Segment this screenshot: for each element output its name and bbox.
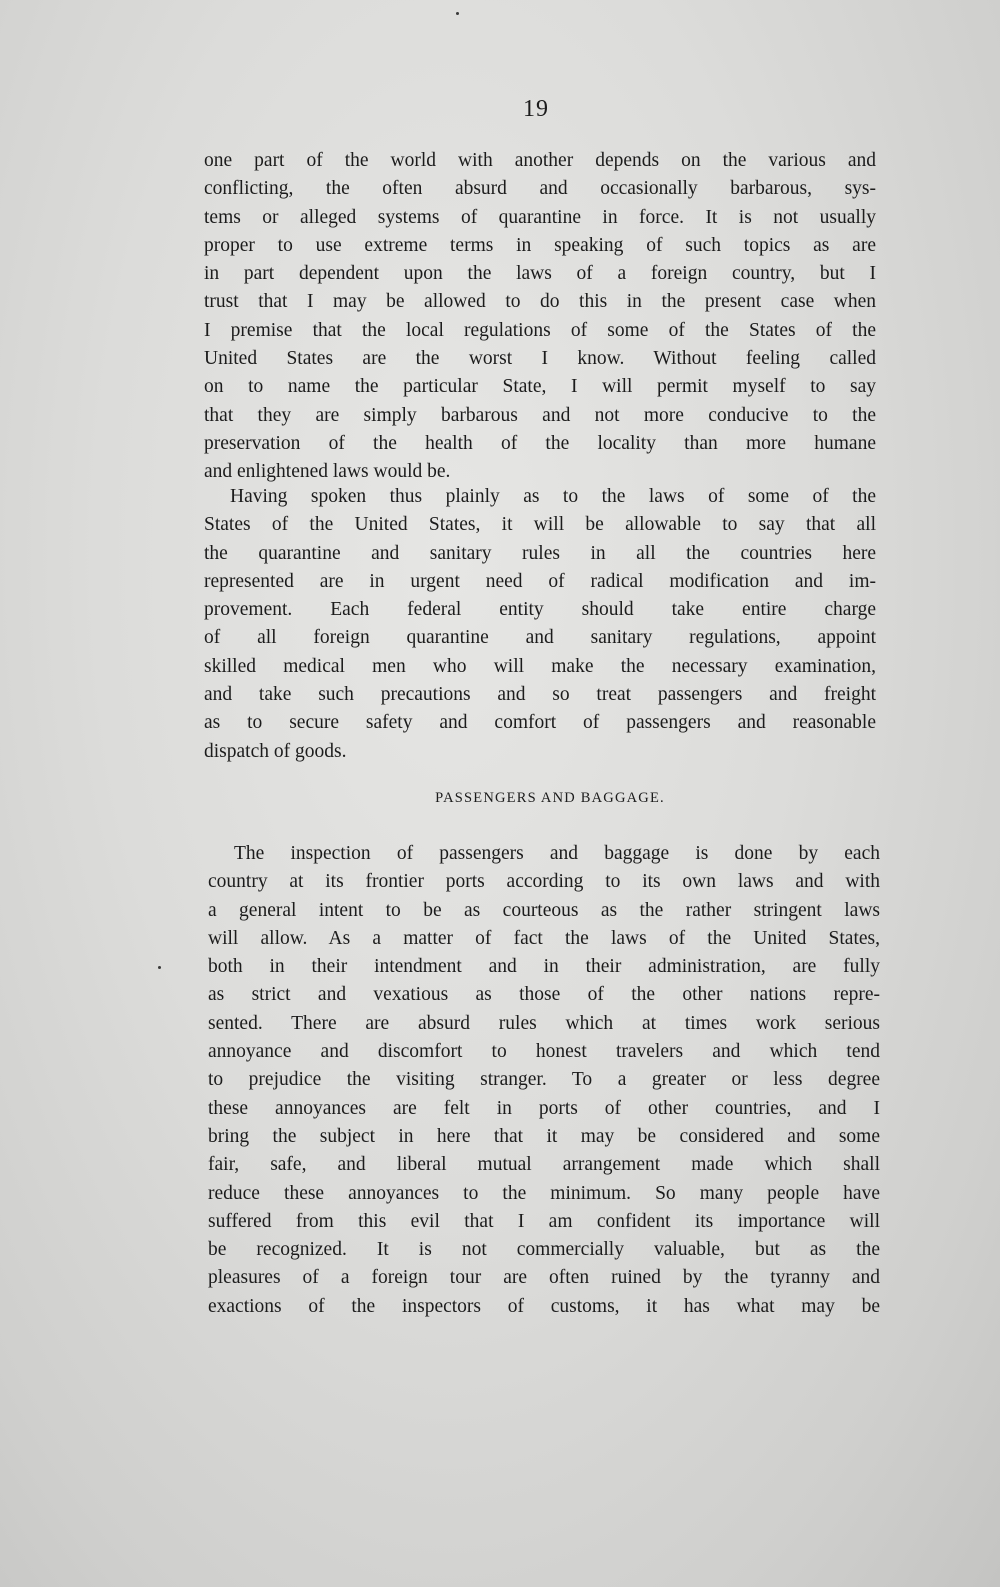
text-line: I premise that the local regulations of some of the States of the [204,319,876,341]
text-line: provement. Each federal entity should take entire charge [204,599,876,621]
text-line: bring the subject in here that it may be considered and some [208,1125,880,1147]
text-line: tems or alleged systems of quarantine in force. It is not usually [204,206,876,228]
text-line: suffered from this evil that I am confident its importance will [208,1210,880,1232]
page-number: 19 [523,96,549,122]
text-line: and enlightened laws would be. [204,461,451,483]
text-line: conflicting, the often absurd and occasionally barbarous, sys- [204,178,876,200]
text-line: skilled medical men who will make the necessary examination, [204,655,876,677]
text-line: annoyance and discomfort to honest travelers and which tend [208,1041,880,1063]
paragraph-1 [204,147,876,487]
text-line: preservation of the health of the locality than more humane [204,432,876,454]
paragraph-3 [208,840,880,1321]
text-line: in part dependent upon the laws of a foreign country, but I [204,263,876,285]
text-line: the quarantine and sanitary rules in all the countries here [204,542,876,564]
text-line: as to secure safety and comfort of passengers and reasonable [204,712,876,734]
text-line: States of the United States, it will be allowable to say that all [204,514,876,536]
text-line: and take such precautions and so treat passengers and freight [204,684,876,706]
paragraph-2 [204,483,876,766]
text-line: exactions of the inspectors of customs, it has what may be [208,1295,880,1317]
text-line: as strict and vexatious as those of the other nations repre- [208,984,880,1006]
text-line: fair, safe, and liberal mutual arrangement made which shall [208,1154,880,1176]
text-line: Having spoken thus plainly as to the laws of some of the [230,486,876,507]
text-line: dispatch of goods. [204,740,347,762]
text-line: will allow. As a matter of fact the laws of the United States, [208,927,880,949]
text-line: of all foreign quarantine and sanitary regulations, appoint [204,627,876,649]
text-line: one part of the world with another depends on the various and [204,150,876,171]
text-line: pleasures of a foreign tour are often ruined by the tyranny and [208,1267,880,1289]
text-line: reduce these annoyances to the minimum. So many people have [208,1182,880,1204]
text-line: be recognized. It is not commercially valuable, but as the [208,1239,880,1261]
text-line: on to name the particular State, I will permit myself to say [204,376,876,398]
text-line: country at its frontier ports according to its own laws and with [208,871,880,893]
text-line: to prejudice the visiting stranger. To a greater or less degree [208,1069,880,1091]
text-line: a general intent to be as courteous as the rather stringent laws [208,899,880,921]
text-line: both in their intendment and in their administration, are fully [208,956,880,978]
ink-speck [456,12,459,15]
section-heading: PASSENGERS AND BAGGAGE. [435,790,665,806]
text-line: sented. There are absurd rules which at times work serious [208,1012,880,1034]
text-line: represented are in urgent need of radical modification and im- [204,570,876,592]
ink-speck [158,966,161,969]
text-line: these annoyances are felt in ports of other countries, and I [208,1097,880,1119]
text-line: that they are simply barbarous and not more conducive to the [204,404,876,426]
text-line: proper to use extreme terms in speaking of such topics as are [204,234,876,256]
text-line: United States are the worst I know. Without feeling called [204,348,876,370]
text-line: The inspection of passengers and baggage is done by each [234,843,880,864]
text-line: trust that I may be allowed to do this in the present case when [204,291,876,313]
